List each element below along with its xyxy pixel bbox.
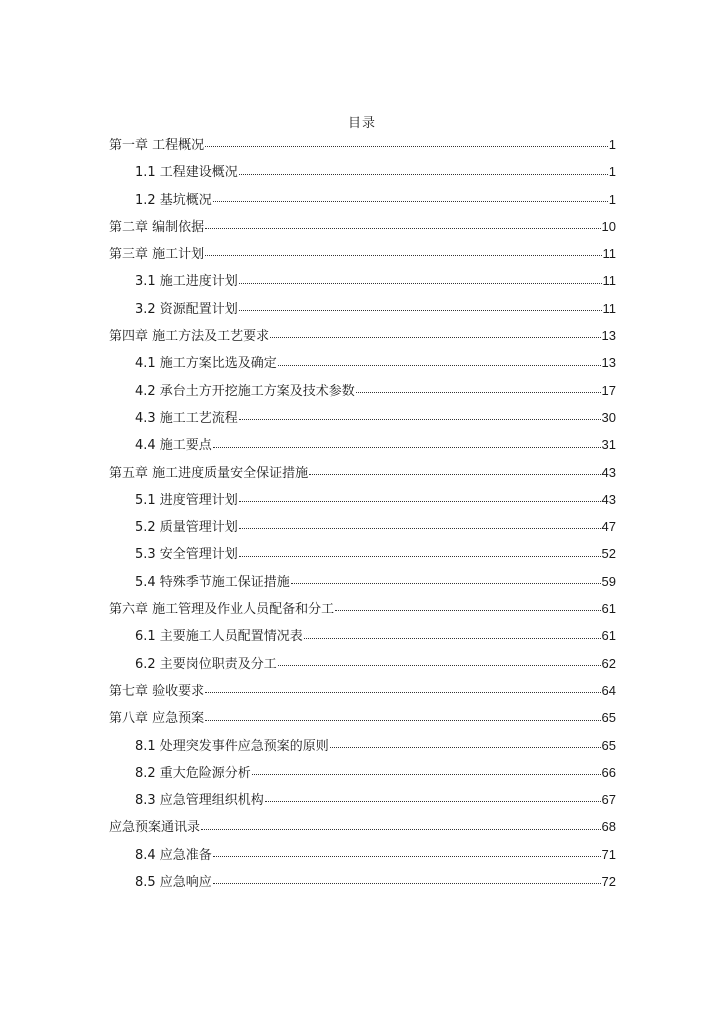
toc-dot-leader <box>205 692 600 693</box>
toc-entry[interactable] <box>109 595 616 622</box>
toc-entry[interactable] <box>109 622 616 649</box>
toc-entry-page-number: 71 <box>601 846 616 862</box>
toc-entry-label: 8.5 应急响应 <box>135 875 212 891</box>
toc-entry-page-number: 68 <box>601 819 616 835</box>
toc-entry-label: 第三章 施工计划 <box>109 247 205 263</box>
toc-entry-label: 5.3 安全管理计划 <box>135 547 238 563</box>
toc-entry-page-number: 61 <box>601 601 616 617</box>
toc-entry-label: 5.1 进度管理计划 <box>135 492 238 508</box>
toc-entry-label: 8.1 处理突发事件应急预案的原则 <box>135 738 329 754</box>
toc-entry[interactable] <box>109 213 616 240</box>
toc-entry-label: 第四章 施工方法及工艺要求 <box>109 329 270 345</box>
toc-dot-leader <box>239 419 601 420</box>
toc-entry-label: 4.2 承台土方开挖施工方案及技术参数 <box>135 383 355 399</box>
toc-entry[interactable] <box>109 240 616 267</box>
toc-entry[interactable] <box>109 459 616 486</box>
toc-entry-page-number: 11 <box>602 246 616 262</box>
toc-entry-label: 8.2 重大危险源分析 <box>135 765 251 781</box>
toc-entry[interactable] <box>109 677 616 704</box>
toc-entry[interactable] <box>109 540 616 567</box>
toc-entry-page-number: 47 <box>601 519 616 535</box>
toc-entry-label: 4.3 施工工艺流程 <box>135 410 238 426</box>
toc-entry[interactable] <box>109 513 616 540</box>
toc-entry-page-number: 66 <box>601 764 616 780</box>
toc-entry-page-number: 59 <box>601 573 616 589</box>
toc-dot-leader <box>239 501 601 502</box>
toc-entry[interactable] <box>109 868 616 895</box>
toc-entry[interactable] <box>109 131 616 158</box>
toc-dot-leader <box>278 365 601 366</box>
toc-entry-page-number: 13 <box>601 355 616 371</box>
toc-entry-page-number: 13 <box>601 328 616 344</box>
toc-dot-leader <box>205 255 601 256</box>
toc-dot-leader <box>239 556 601 557</box>
toc-entry-page-number: 65 <box>601 710 616 726</box>
toc-entry-label: 第五章 施工进度质量安全保证措施 <box>109 465 309 481</box>
toc-entry-page-number: 52 <box>601 546 616 562</box>
toc-dot-leader <box>309 474 600 475</box>
toc-entry-page-number: 1 <box>608 137 616 152</box>
toc-dot-leader <box>205 228 600 229</box>
toc-dot-leader <box>213 856 601 857</box>
toc-entry[interactable] <box>109 158 616 185</box>
toc-entry-page-number: 17 <box>601 382 616 398</box>
toc-entry-label: 第七章 验收要求 <box>109 683 205 699</box>
toc-dot-leader <box>356 392 601 393</box>
toc-dot-leader <box>335 610 600 611</box>
toc-entry-page-number: 1 <box>608 191 616 207</box>
toc-dot-leader <box>213 883 601 884</box>
toc-entry-page-number: 11 <box>602 300 616 316</box>
toc-dot-leader <box>291 583 601 584</box>
toc-entry-label: 1.1 工程建设概况 <box>135 165 238 181</box>
toc-entry-page-number: 11 <box>602 273 616 289</box>
toc-entry-label: 8.4 应急准备 <box>135 847 212 863</box>
toc-dot-leader <box>205 720 600 721</box>
toc-entry-page-number: 43 <box>601 491 616 507</box>
toc-dot-leader <box>239 283 602 284</box>
toc-dot-leader <box>213 447 601 448</box>
toc-entry[interactable] <box>109 650 616 677</box>
toc-entry-label: 5.4 特殊季节施工保证措施 <box>135 574 290 590</box>
toc-entry[interactable] <box>109 267 616 294</box>
toc-entry[interactable] <box>109 704 616 731</box>
toc-entry[interactable] <box>109 431 616 458</box>
toc-entry-page-number: 72 <box>601 874 616 890</box>
toc-dot-leader <box>252 774 601 775</box>
toc-dot-leader <box>265 801 601 802</box>
toc-entry-label: 4.1 施工方案比选及确定 <box>135 356 277 372</box>
toc-entry-label: 4.4 施工要点 <box>135 438 212 454</box>
toc-entry-page-number: 67 <box>601 792 616 808</box>
toc-entry[interactable] <box>109 295 616 322</box>
toc-entry-page-number: 65 <box>601 737 616 753</box>
toc-entry[interactable] <box>109 813 616 840</box>
toc-entry-label: 应急预案通讯录 <box>109 820 201 836</box>
toc-entry[interactable] <box>109 377 616 404</box>
toc-entry[interactable] <box>109 759 616 786</box>
toc-entry[interactable] <box>109 841 616 868</box>
toc-dot-leader <box>239 174 608 175</box>
toc-entry-label: 第八章 应急预案 <box>109 711 205 727</box>
toc-entry-page-number: 64 <box>601 682 616 698</box>
toc-entry-label: 6.1 主要施工人员配置情况表 <box>135 629 303 645</box>
toc-entry[interactable] <box>109 486 616 513</box>
toc-dot-leader <box>201 829 601 830</box>
toc-dot-leader <box>205 146 608 147</box>
toc-entry-label: 第二章 编制依据 <box>109 219 205 235</box>
toc-dot-leader <box>213 201 608 202</box>
toc-entry-label: 6.2 主要岗位职责及分工 <box>135 656 277 672</box>
toc-entry[interactable] <box>109 732 616 759</box>
toc-entry-page-number: 1 <box>608 164 616 180</box>
toc-entry[interactable] <box>109 349 616 376</box>
toc-title: 目录 <box>347 116 376 131</box>
toc-entry-label: 3.2 资源配置计划 <box>135 301 238 317</box>
toc-entry-label: 第一章 工程概况 <box>109 138 205 153</box>
toc-dot-leader <box>239 528 601 529</box>
toc-dot-leader <box>330 747 601 748</box>
toc-entry-page-number: 30 <box>601 409 616 425</box>
toc-dot-leader <box>270 337 600 338</box>
toc-entry[interactable] <box>109 186 616 213</box>
toc-entry-page-number: 31 <box>601 437 616 453</box>
toc-dot-leader <box>239 310 602 311</box>
toc-entry[interactable] <box>109 404 616 431</box>
toc-entry-label: 1.2 基坑概况 <box>135 192 212 208</box>
toc-entry[interactable] <box>109 568 616 595</box>
toc-dot-leader <box>278 665 601 666</box>
table-of-contents <box>109 131 616 895</box>
toc-dot-leader <box>304 638 601 639</box>
toc-entry-label: 第六章 施工管理及作业人员配备和分工 <box>109 602 335 618</box>
toc-entry[interactable] <box>109 786 616 813</box>
toc-entry-page-number: 43 <box>601 464 616 480</box>
toc-entry-label: 3.1 施工进度计划 <box>135 274 238 290</box>
toc-entry-page-number: 10 <box>601 218 616 234</box>
toc-entry-page-number: 61 <box>601 628 616 644</box>
toc-entry-page-number: 62 <box>601 655 616 671</box>
toc-entry-label: 5.2 质量管理计划 <box>135 520 238 536</box>
toc-entry[interactable] <box>109 322 616 349</box>
toc-entry-label: 8.3 应急管理组织机构 <box>135 793 264 809</box>
